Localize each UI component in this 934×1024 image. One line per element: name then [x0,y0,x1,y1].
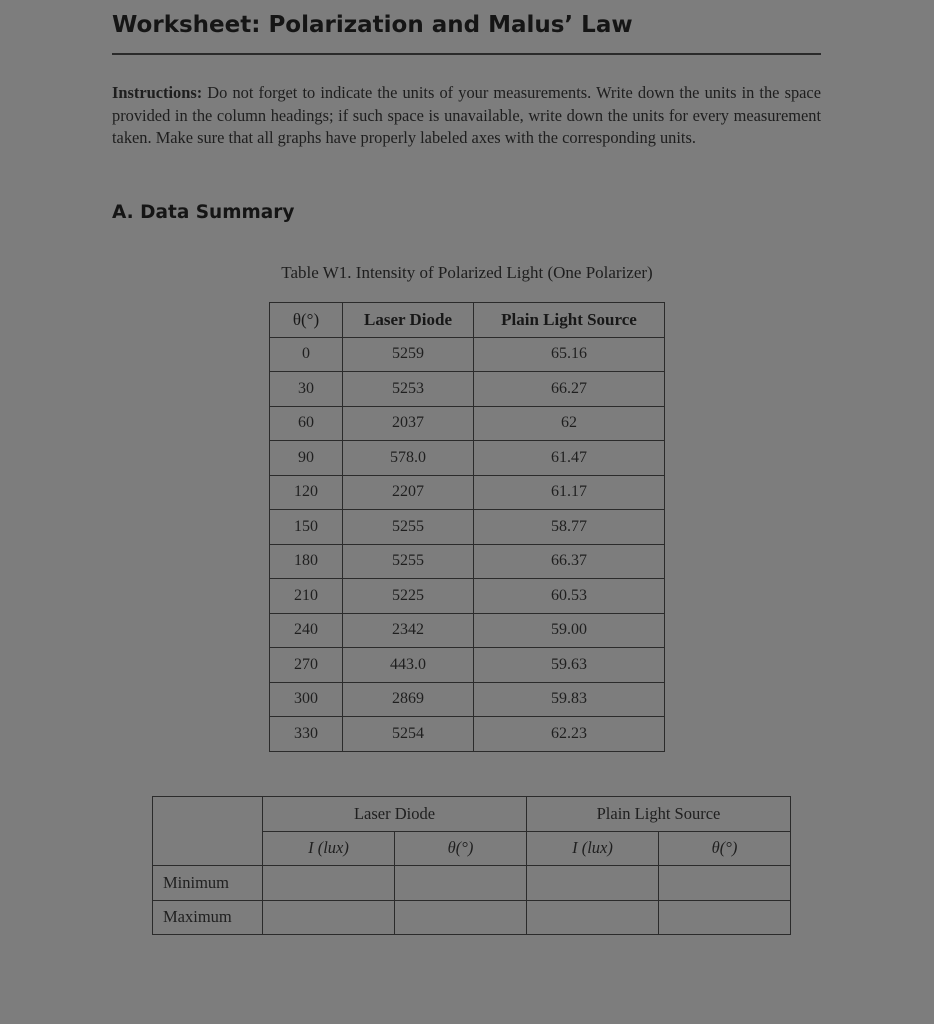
plain-light-cell: 59.00 [474,613,665,648]
table-row [270,441,665,476]
laser-diode-cell: 5255 [343,544,474,579]
summary-table [152,796,791,935]
table-row [270,510,665,545]
plain-light-cell: 66.37 [474,544,665,579]
laser-diode-cell: 2869 [343,682,474,717]
table-header-row [270,303,665,338]
plain-light-cell: 59.83 [474,682,665,717]
angle-cell: 270 [270,648,343,683]
summary-corner-cell [153,831,263,866]
angle-cell: 0 [270,337,343,372]
angle-cell: 120 [270,475,343,510]
table-body [270,337,665,751]
summary-blank-cell[interactable] [263,900,395,935]
page-title: Worksheet: Polarization and Malus’ Law [112,12,633,38]
plain-light-cell: 58.77 [474,510,665,545]
summary-sub-header: I (lux) [263,831,395,866]
header-laser-diode: Laser Diode [343,303,474,338]
summary-row-minimum [153,866,791,901]
summary-blank-cell[interactable] [527,866,659,901]
table-row [270,682,665,717]
summary-header-plain-light-source: Plain Light Source [527,797,791,832]
summary-row-maximum [153,900,791,935]
table-row [270,717,665,752]
table-row [270,544,665,579]
plain-light-cell: 62 [474,406,665,441]
summary-row-label: Minimum [153,866,263,901]
instructions-label: Instructions: [112,83,203,102]
laser-diode-cell: 443.0 [343,648,474,683]
summary-header-laser-diode: Laser Diode [263,797,527,832]
table-row [270,579,665,614]
instructions-text: Do not forget to indicate the units of your measurements. Write down the units in the space provided in the column headings; if such space is unavailable, write down the units for every measurement taken. Make sure that all graphs have properly labeled axes with the corresponding units. [112,83,821,147]
summary-sub-header: θ(°) [395,831,527,866]
angle-cell: 150 [270,510,343,545]
angle-cell: 240 [270,613,343,648]
section-heading: A. Data Summary [112,202,295,223]
angle-cell: 90 [270,441,343,476]
table-row [270,337,665,372]
summary-blank-cell[interactable] [395,900,527,935]
summary-blank-cell[interactable] [659,866,791,901]
table-row [270,475,665,510]
angle-cell: 210 [270,579,343,614]
table-row [270,372,665,407]
header-plain-light-source: Plain Light Source [474,303,665,338]
laser-diode-cell: 5255 [343,510,474,545]
angle-cell: 330 [270,717,343,752]
instructions-paragraph [112,82,821,150]
laser-diode-cell: 2342 [343,613,474,648]
summary-blank-cell[interactable] [395,866,527,901]
summary-blank-cell[interactable] [527,900,659,935]
summary-corner-cell [153,797,263,832]
laser-diode-cell: 5259 [343,337,474,372]
summary-row-label: Maximum [153,900,263,935]
laser-diode-cell: 2207 [343,475,474,510]
summary-sub-header: I (lux) [527,831,659,866]
intensity-table [269,302,665,752]
title-divider [112,53,821,55]
laser-diode-cell: 578.0 [343,441,474,476]
plain-light-cell: 61.47 [474,441,665,476]
summary-sub-header: θ(°) [659,831,791,866]
summary-blank-cell[interactable] [659,900,791,935]
table-row [270,613,665,648]
plain-light-cell: 59.63 [474,648,665,683]
table-row [270,648,665,683]
angle-cell: 60 [270,406,343,441]
summary-group-header-row [153,797,791,832]
angle-cell: 30 [270,372,343,407]
laser-diode-cell: 5225 [343,579,474,614]
plain-light-cell: 65.16 [474,337,665,372]
summary-blank-cell[interactable] [263,866,395,901]
plain-light-cell: 66.27 [474,372,665,407]
laser-diode-cell: 5254 [343,717,474,752]
table-row [270,406,665,441]
plain-light-cell: 60.53 [474,579,665,614]
header-angle: θ(°) [270,303,343,338]
plain-light-cell: 62.23 [474,717,665,752]
laser-diode-cell: 2037 [343,406,474,441]
angle-cell: 180 [270,544,343,579]
plain-light-cell: 61.17 [474,475,665,510]
angle-cell: 300 [270,682,343,717]
table-caption: Table W1. Intensity of Polarized Light (One Polarizer) [281,263,653,282]
summary-sub-header-row [153,831,791,866]
laser-diode-cell: 5253 [343,372,474,407]
